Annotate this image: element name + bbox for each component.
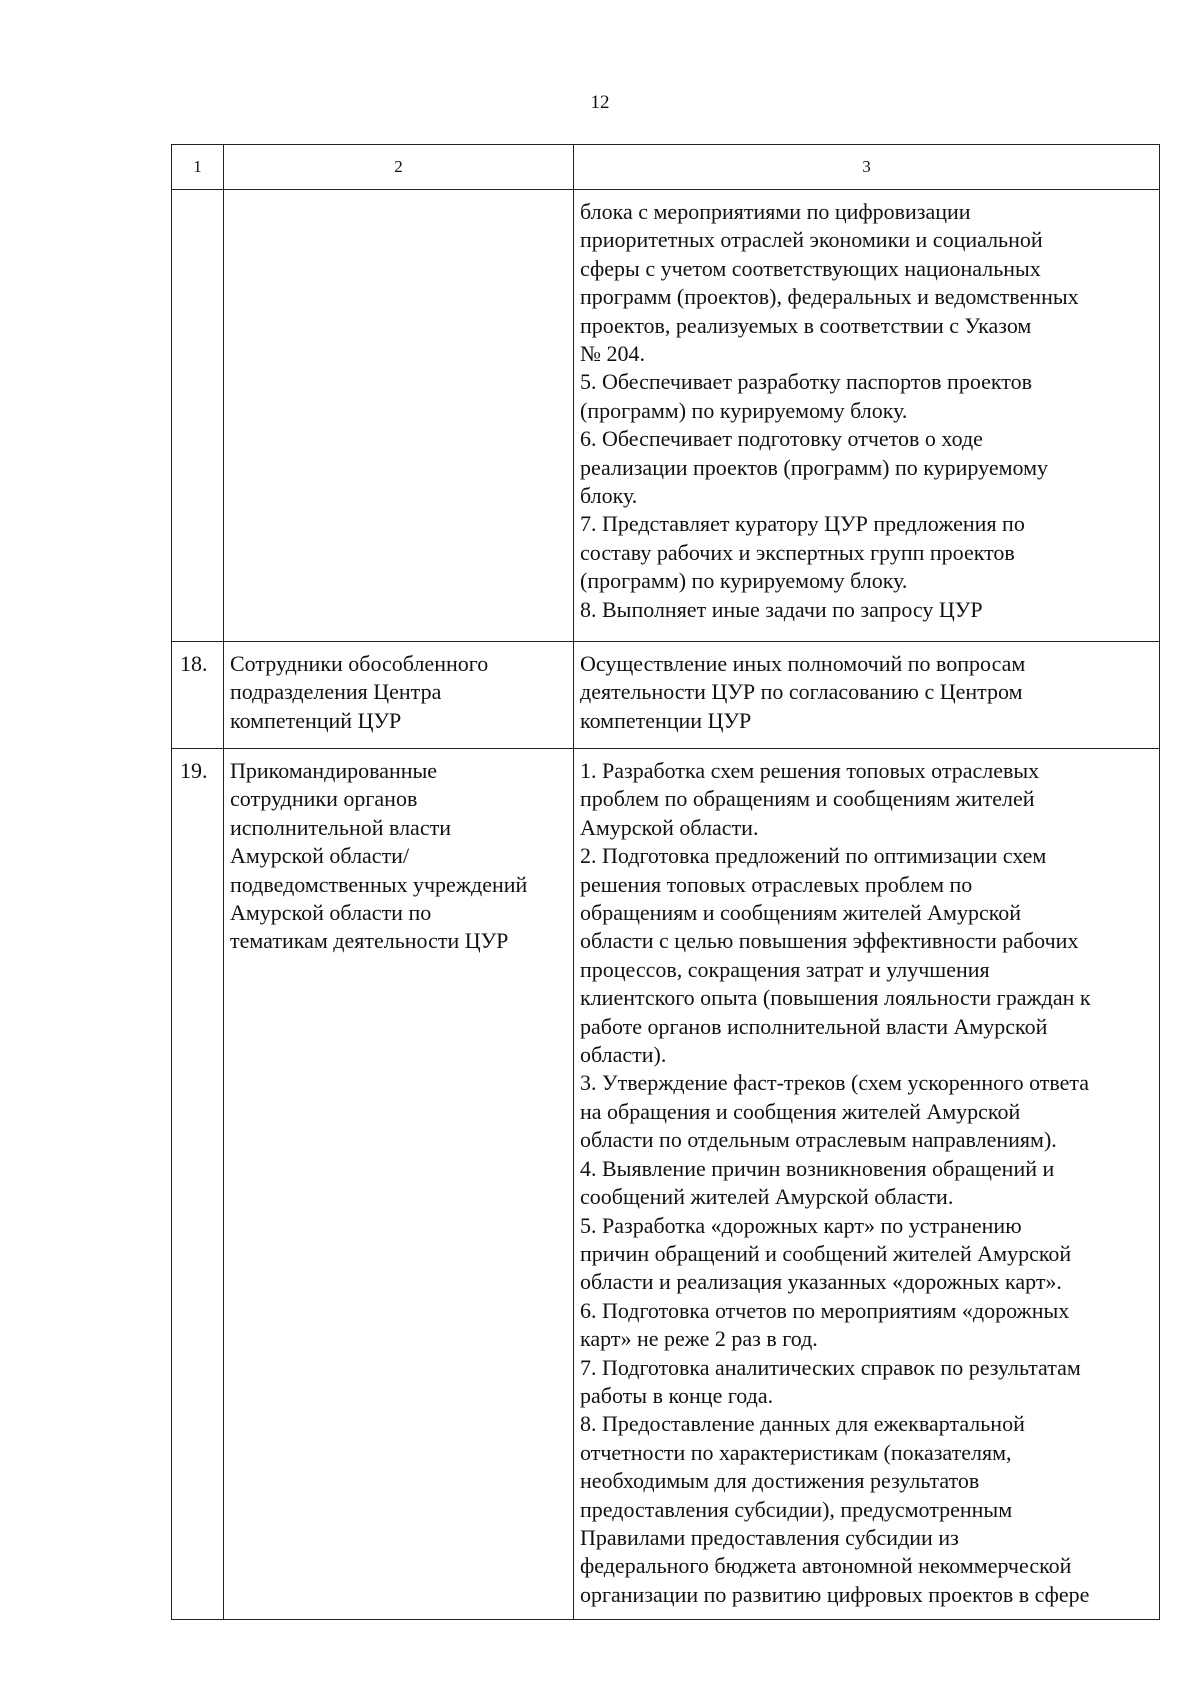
- row-name-line: Амурской области/: [230, 843, 410, 869]
- row-functions-line: 5. Обеспечивает разработку паспортов проектов: [580, 369, 1032, 395]
- column-header-name: 2: [224, 145, 574, 190]
- row-functions-line: приоритетных отраслей экономики и социальной: [580, 227, 1043, 253]
- responsibilities-table: [171, 144, 1160, 1620]
- row-name-line: подведомственных учреждений: [230, 871, 528, 897]
- row-functions-line: 8. Выполняет иные задачи по запросу ЦУР: [580, 596, 983, 622]
- row-name-line: Сотрудники обособленного: [230, 651, 489, 676]
- row-functions-line: 2. Подготовка предложений по оптимизации схем: [580, 843, 1047, 869]
- row-number: [172, 190, 224, 642]
- row-functions-line: составу рабочих и экспертных групп проектов: [580, 539, 1015, 565]
- row-functions-line: 4. Выявление причин возникновения обращений и: [580, 1155, 1055, 1181]
- row-functions-line: Амурской области.: [580, 814, 759, 840]
- row-name-line: компетенций ЦУР: [230, 707, 402, 733]
- row-functions-line: программ (проектов), федеральных и ведомственных: [580, 284, 1079, 310]
- row-functions-line: федерального бюджета автономной некоммерческой: [580, 1553, 1072, 1579]
- column-header-number: 1: [172, 145, 224, 190]
- row-functions-line: деятельности ЦУР по согласованию с Центром: [580, 679, 1023, 705]
- row-name-cell: [224, 642, 574, 749]
- row-name-cell: [224, 749, 574, 1620]
- column-header-functions: 3: [574, 145, 1160, 190]
- row-functions-line: Осуществление иных полномочий по вопросам: [580, 651, 1026, 676]
- row-name-line: сотрудники органов: [230, 786, 418, 812]
- row-functions-line: области по отдельным отраслевым направлениям).: [580, 1127, 1057, 1153]
- row-functions-line: сферы с учетом соответствующих национальных: [580, 255, 1041, 281]
- table-header-row: [172, 145, 1160, 190]
- row-functions-line: области).: [580, 1042, 667, 1068]
- row-functions-line: работе органов исполнительной власти Амурской: [580, 1013, 1048, 1039]
- row-functions-line: предоставления субсидии), предусмотренным: [580, 1496, 1013, 1522]
- row-functions-line: проблем по обращениям и сообщениям жителей: [580, 786, 1035, 812]
- row-functions-line: причин обращений и сообщений жителей Амурской: [580, 1240, 1072, 1266]
- row-functions-line: Правилами предоставления субсидии из: [580, 1524, 959, 1550]
- table-row: [172, 190, 1160, 642]
- row-functions-line: проектов, реализуемых в соответствии с Указом: [580, 312, 1032, 338]
- row-name-line: исполнительной власти: [230, 814, 451, 840]
- row-functions-line: отчетности по характеристикам (показателям,: [580, 1439, 1012, 1465]
- row-functions-line: области и реализация указанных «дорожных карт».: [580, 1269, 1062, 1295]
- row-functions-line: № 204.: [580, 341, 645, 367]
- row-functions-line: 6. Обеспечивает подготовку отчетов о ходе: [580, 426, 983, 452]
- row-name-line: Прикомандированные: [230, 758, 438, 783]
- row-functions-line: процессов, сокращения затрат и улучшения: [580, 956, 990, 982]
- row-functions-line: решения топовых отраслевых проблем по: [580, 871, 973, 897]
- row-name-line: подразделения Центра: [230, 679, 442, 705]
- row-functions-line: блоку.: [580, 483, 638, 509]
- row-functions-line: (программ) по курируемому блоку.: [580, 397, 908, 423]
- row-functions-line: области с целью повышения эффективности рабочих: [580, 928, 1079, 954]
- row-functions-line: обращениям и сообщениям жителей Амурской: [580, 900, 1022, 926]
- row-functions-line: 1. Разработка схем решения топовых отраслевых: [580, 758, 1040, 783]
- row-functions-line: карт» не реже 2 раз в год.: [580, 1326, 818, 1352]
- row-functions-line: 3. Утверждение фаст-треков (схем ускоренного ответа: [580, 1070, 1090, 1096]
- row-functions-line: 7. Представляет куратору ЦУР предложения по: [580, 511, 1025, 537]
- row-functions-line: блока с мероприятиями по цифровизации: [580, 199, 971, 224]
- row-functions-line: 5. Разработка «дорожных карт» по устранению: [580, 1212, 1022, 1238]
- row-functions-line: работы в конце года.: [580, 1382, 774, 1408]
- row-name-line: тематикам деятельности ЦУР: [230, 928, 509, 954]
- row-functions-line: (программ) по курируемому блоку.: [580, 568, 908, 594]
- row-functions-line: на обращения и сообщения жителей Амурской: [580, 1098, 1021, 1124]
- row-functions-line: клиентского опыта (повышения лояльности граждан к: [580, 985, 1091, 1011]
- table-row: [172, 749, 1160, 1620]
- row-functions-line: компетенции ЦУР: [580, 707, 752, 733]
- row-name-line: Амурской области по: [230, 900, 432, 926]
- row-name-cell: [224, 190, 574, 642]
- row-functions-cell: [574, 190, 1160, 642]
- row-functions-line: реализации проектов (программ) по курируемому: [580, 454, 1049, 480]
- table-row: [172, 642, 1160, 749]
- row-functions-cell: [574, 642, 1160, 749]
- row-functions-line: 8. Предоставление данных для ежеквартальной: [580, 1411, 1025, 1437]
- page-number: 12: [590, 92, 610, 113]
- row-functions-line: 7. Подготовка аналитических справок по результатам: [580, 1354, 1081, 1380]
- row-functions-line: 6. Подготовка отчетов по мероприятиям «дорожных: [580, 1297, 1070, 1323]
- row-functions-cell: [574, 749, 1160, 1620]
- row-number: 18.: [172, 642, 224, 749]
- row-functions-line: необходимым для достижения результатов: [580, 1468, 980, 1494]
- row-number: 19.: [172, 749, 224, 1620]
- row-functions-line: сообщений жителей Амурской области.: [580, 1184, 954, 1210]
- row-functions-line: организации по развитию цифровых проектов в сфере: [580, 1581, 1090, 1607]
